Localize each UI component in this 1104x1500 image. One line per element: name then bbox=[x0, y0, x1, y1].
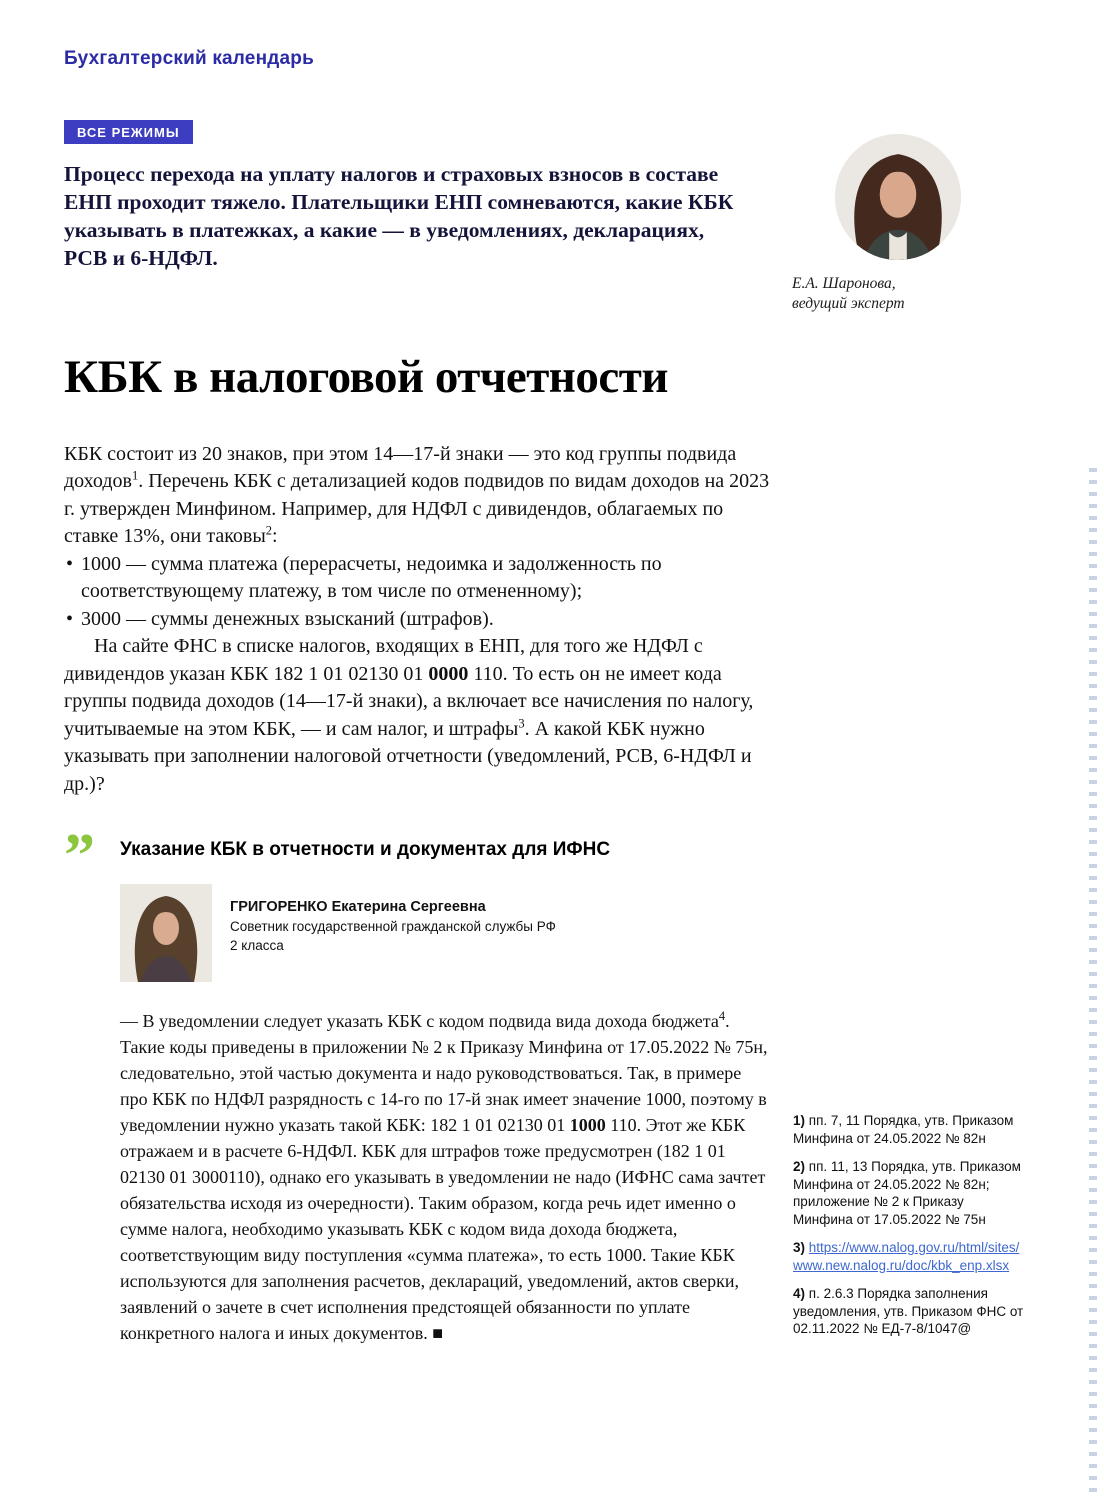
author-caption bbox=[788, 274, 1008, 314]
kbk-subtype-list bbox=[64, 551, 774, 634]
author-name: Е.А. Шаронова, bbox=[792, 275, 896, 292]
expert-portrait-illustration bbox=[120, 884, 212, 982]
footnote-4 bbox=[793, 1285, 1025, 1338]
quote-content bbox=[120, 834, 776, 1346]
list-item: • 1000 — сумма платежа (перерасчеты, недоимка и задолженность по соответствующему платежу, в том числе по отмененному); bbox=[64, 551, 774, 606]
expert-quote-section bbox=[64, 822, 776, 1346]
intro-left bbox=[64, 120, 736, 314]
author-photo bbox=[835, 134, 961, 260]
footnote-number: 1) bbox=[793, 1113, 806, 1128]
author-portrait-illustration bbox=[835, 134, 961, 260]
expert-row bbox=[120, 884, 776, 982]
footnote-3 bbox=[793, 1239, 1025, 1274]
article-title: КБК в налоговой отчетности bbox=[64, 351, 668, 403]
quote-mark-column bbox=[64, 822, 120, 1346]
quote-icon: ” bbox=[64, 822, 91, 891]
list-item: • 3000 — суммы денежных взысканий (штрафов). bbox=[64, 606, 774, 634]
intro-row bbox=[64, 120, 1040, 314]
footnote-number: 2) bbox=[793, 1159, 806, 1174]
quote-heading: Указание КБК в отчетности и документах для ИФНС bbox=[120, 839, 611, 861]
footnote-text: пп. 11, 13 Порядка, утв. Приказом Минфина от 24.05.2022 № 82н; приложение № 2 к Приказу Минфина от 17.05.2022 № 75н bbox=[793, 1159, 1021, 1227]
page-edge-marks bbox=[1089, 468, 1097, 1492]
section-label: Бухгалтерский календарь bbox=[64, 48, 314, 69]
footnotes-column bbox=[793, 1112, 1025, 1349]
footnote-text: п. 2.6.3 Порядка заполнения уведомления, утв. Приказом ФНС от 02.11.2022 № ЕД-7-8/1047@ bbox=[793, 1286, 1024, 1336]
paragraph-2: На сайте ФНС в списке налогов, входящих в ЕНП, для того же НДФЛ с дивидендов указан КБК 182 1 01 02130 01 0000 110. То есть он не имеет кода группы подвида доходов (14—17-й знаки), а включает все начисления по налогу, учитываемые на этом КБК, — и сам налог, и штрафы$^3$. А какой КБК нужно указывать при заполнении налоговой отчетности (уведомлений, РСВ, 6-НДФЛ и др.)? bbox=[64, 635, 754, 795]
quote-body: — В уведомлении следует указать КБК с кодом подвида вида дохода бюджета$^4$. Такие коды приведены в приложении № 2 к Приказу Минфина от 17.05.2022 № 75н, следовательно, этой частью документа и надо руководствоваться. Так, в примере про КБК по НДФЛ разрядность с 14-го по 17-й знак имеет значение 1000, поэтому в уведомлении нужно указать такой КБК: 182 1 01 02130 01 1000 110. Этот же КБК отражаем и в расчете 6-НДФЛ. КБК для штрафов тоже предусмотрен (182 1 01 02130 01 3000110), однако его указывать в уведомлении не надо (ИФНС сама зачтет обязательства исходя из очередности). Таким образом, когда речь идет именно о сумме налога, необходимо указывать КБК с кодом вида дохода бюджета, соответствующим виду поступления «сумма платежа», то есть 1000. Такие КБК используются для заполнения расчетов, деклараций, уведомлений, актов сверки, заявлений о зачете в счет исполнения предстоящей обязанности по уплате конкретного налога и иных документов. ■ bbox=[120, 1009, 768, 1344]
footnote-text: пп. 7, 11 Порядка, утв. Приказом Минфина от 24.05.2022 № 82н bbox=[793, 1113, 1014, 1146]
footnote-link[interactable]: https://www.nalog.gov.ru/html/sites/www.new.nalog.ru/doc/kbk_enp.xlsx bbox=[793, 1240, 1020, 1273]
expert-name: ГРИГОРЕНКО Екатерина Сергеевна bbox=[230, 899, 486, 916]
footnote-1 bbox=[793, 1112, 1025, 1147]
regime-badge: ВСЕ РЕЖИМЫ bbox=[64, 120, 193, 144]
footnote-number: 3) bbox=[793, 1240, 806, 1255]
author-role: ведущий эксперт bbox=[792, 295, 905, 312]
author-block bbox=[788, 120, 1008, 314]
expert-role-line-2: 2 класса bbox=[230, 938, 284, 954]
expert-photo bbox=[120, 884, 212, 982]
article-body bbox=[64, 441, 774, 799]
expert-meta bbox=[230, 884, 556, 982]
paragraph-1: КБК состоит из 20 знаков, при этом 14—17-й знаки — это код группы подвида доходов$^1$. Перечень КБК с детализацией кодов подвидов по видам доходов на 2023 г. утвержден Минфином. Например, для НДФЛ с дивидендов, облагаемых по ставке 13%, они таковы$^2$: bbox=[64, 442, 770, 548]
lead-paragraph: Процесс перехода на уплату налогов и страховых взносов в составе ЕНП проходит тяжело. Плательщики ЕНП сомневаются, какие КБК указывать в платежках, а какие — в уведомлениях, декларациях, РСВ и 6-НДФЛ. bbox=[64, 162, 734, 270]
expert-role-line-1: Советник государственной гражданской службы РФ bbox=[230, 919, 556, 935]
footnote-number: 4) bbox=[793, 1286, 806, 1301]
footnote-2 bbox=[793, 1158, 1025, 1228]
